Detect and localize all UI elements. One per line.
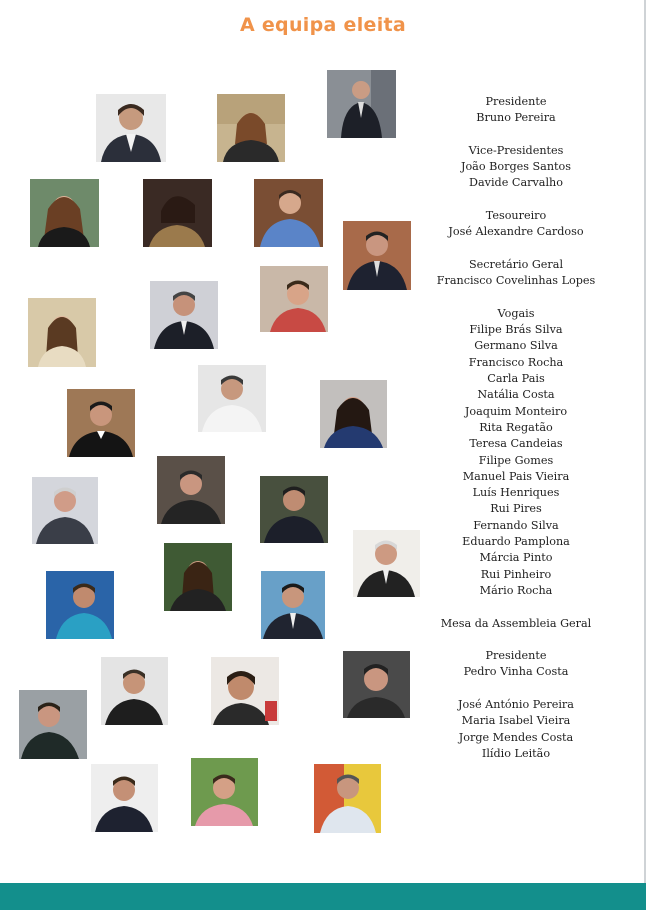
member-photo [96,94,166,162]
assembly-member-name: Maria Isabel Vieira [461,714,571,728]
assembly-member-name: José António Pereira [458,697,574,711]
vogal-name: Mário Rocha [479,583,553,597]
assembly-president-heading: Presidente [485,649,547,663]
member-photo [19,690,87,759]
vice-presidents-heading: Vice-Presidentes [468,143,564,157]
member-photo [67,389,135,457]
page-title: A equipa eleita [239,14,407,36]
secretary-heading: Secretário Geral [468,257,564,271]
footer-bar [0,883,646,910]
vogal-name: Márcia Pinto [479,551,553,565]
member-photo [191,758,258,826]
vogal-name: Manuel Pais Vieira [462,469,570,483]
vogal-name: Eduardo Pamplona [462,535,570,549]
vogal-name: Teresa Candeias [469,437,563,451]
treasurer-heading: Tesoureiro [485,209,547,223]
vogal-name: Germano Silva [474,339,558,353]
member-photo [143,179,212,247]
vogal-name: Fernando Silva [473,518,559,532]
assembly-president-name: Pedro Vinha Costa [463,665,569,679]
assembly-member-name: Jorge Mendes Costa [458,730,574,744]
vice-president-name: João Borges Santos [460,160,572,174]
member-photo [217,94,285,162]
vogal-name: Francisco Rocha [468,355,564,369]
member-photo [327,70,396,138]
member-photo [101,657,168,725]
president-heading: Presidente [485,95,547,108]
member-photo [211,657,279,725]
member-photo [30,179,99,247]
member-photo [150,281,218,349]
member-photo [343,221,411,290]
treasurer-name: José Alexandre Cardoso [448,225,584,239]
assembly-heading: Mesa da Assembleia Geral [440,616,592,630]
member-photo [157,456,225,524]
member-photo [32,477,98,544]
vogal-name: Rita Regatão [479,420,553,434]
vogal-name: Luís Henriques [472,486,560,500]
president-name: Bruno Pereira [476,111,556,125]
member-photo [314,764,381,833]
member-photo [320,380,387,448]
assembly-member-name: Ilídio Leitão [481,746,551,760]
vogal-name: Filipe Gomes [478,453,554,467]
member-photo [353,530,420,597]
vogal-name: Natália Costa [477,388,555,402]
member-photo [28,298,96,367]
vogal-name: Filipe Brás Silva [469,323,563,337]
member-photo [164,543,232,611]
vogal-name: Rui Pinheiro [480,567,552,581]
member-photo [198,365,266,432]
member-photo [260,266,328,332]
member-photo [91,764,158,832]
vogais-heading: Vogais [497,306,535,320]
member-photo [343,651,410,718]
member-photo [46,571,114,639]
member-photo [261,571,325,639]
vogal-name: Rui Pires [490,502,542,516]
secretary-name: Francisco Covelinhas Lopes [436,274,596,288]
member-photo [260,476,328,543]
vice-president-name: Davide Carvalho [469,176,563,190]
vogal-name: Carla Pais [487,372,545,386]
elected-team-roster [426,94,606,762]
member-photo [254,179,323,247]
vogal-name: Joaquim Monteiro [464,404,568,418]
